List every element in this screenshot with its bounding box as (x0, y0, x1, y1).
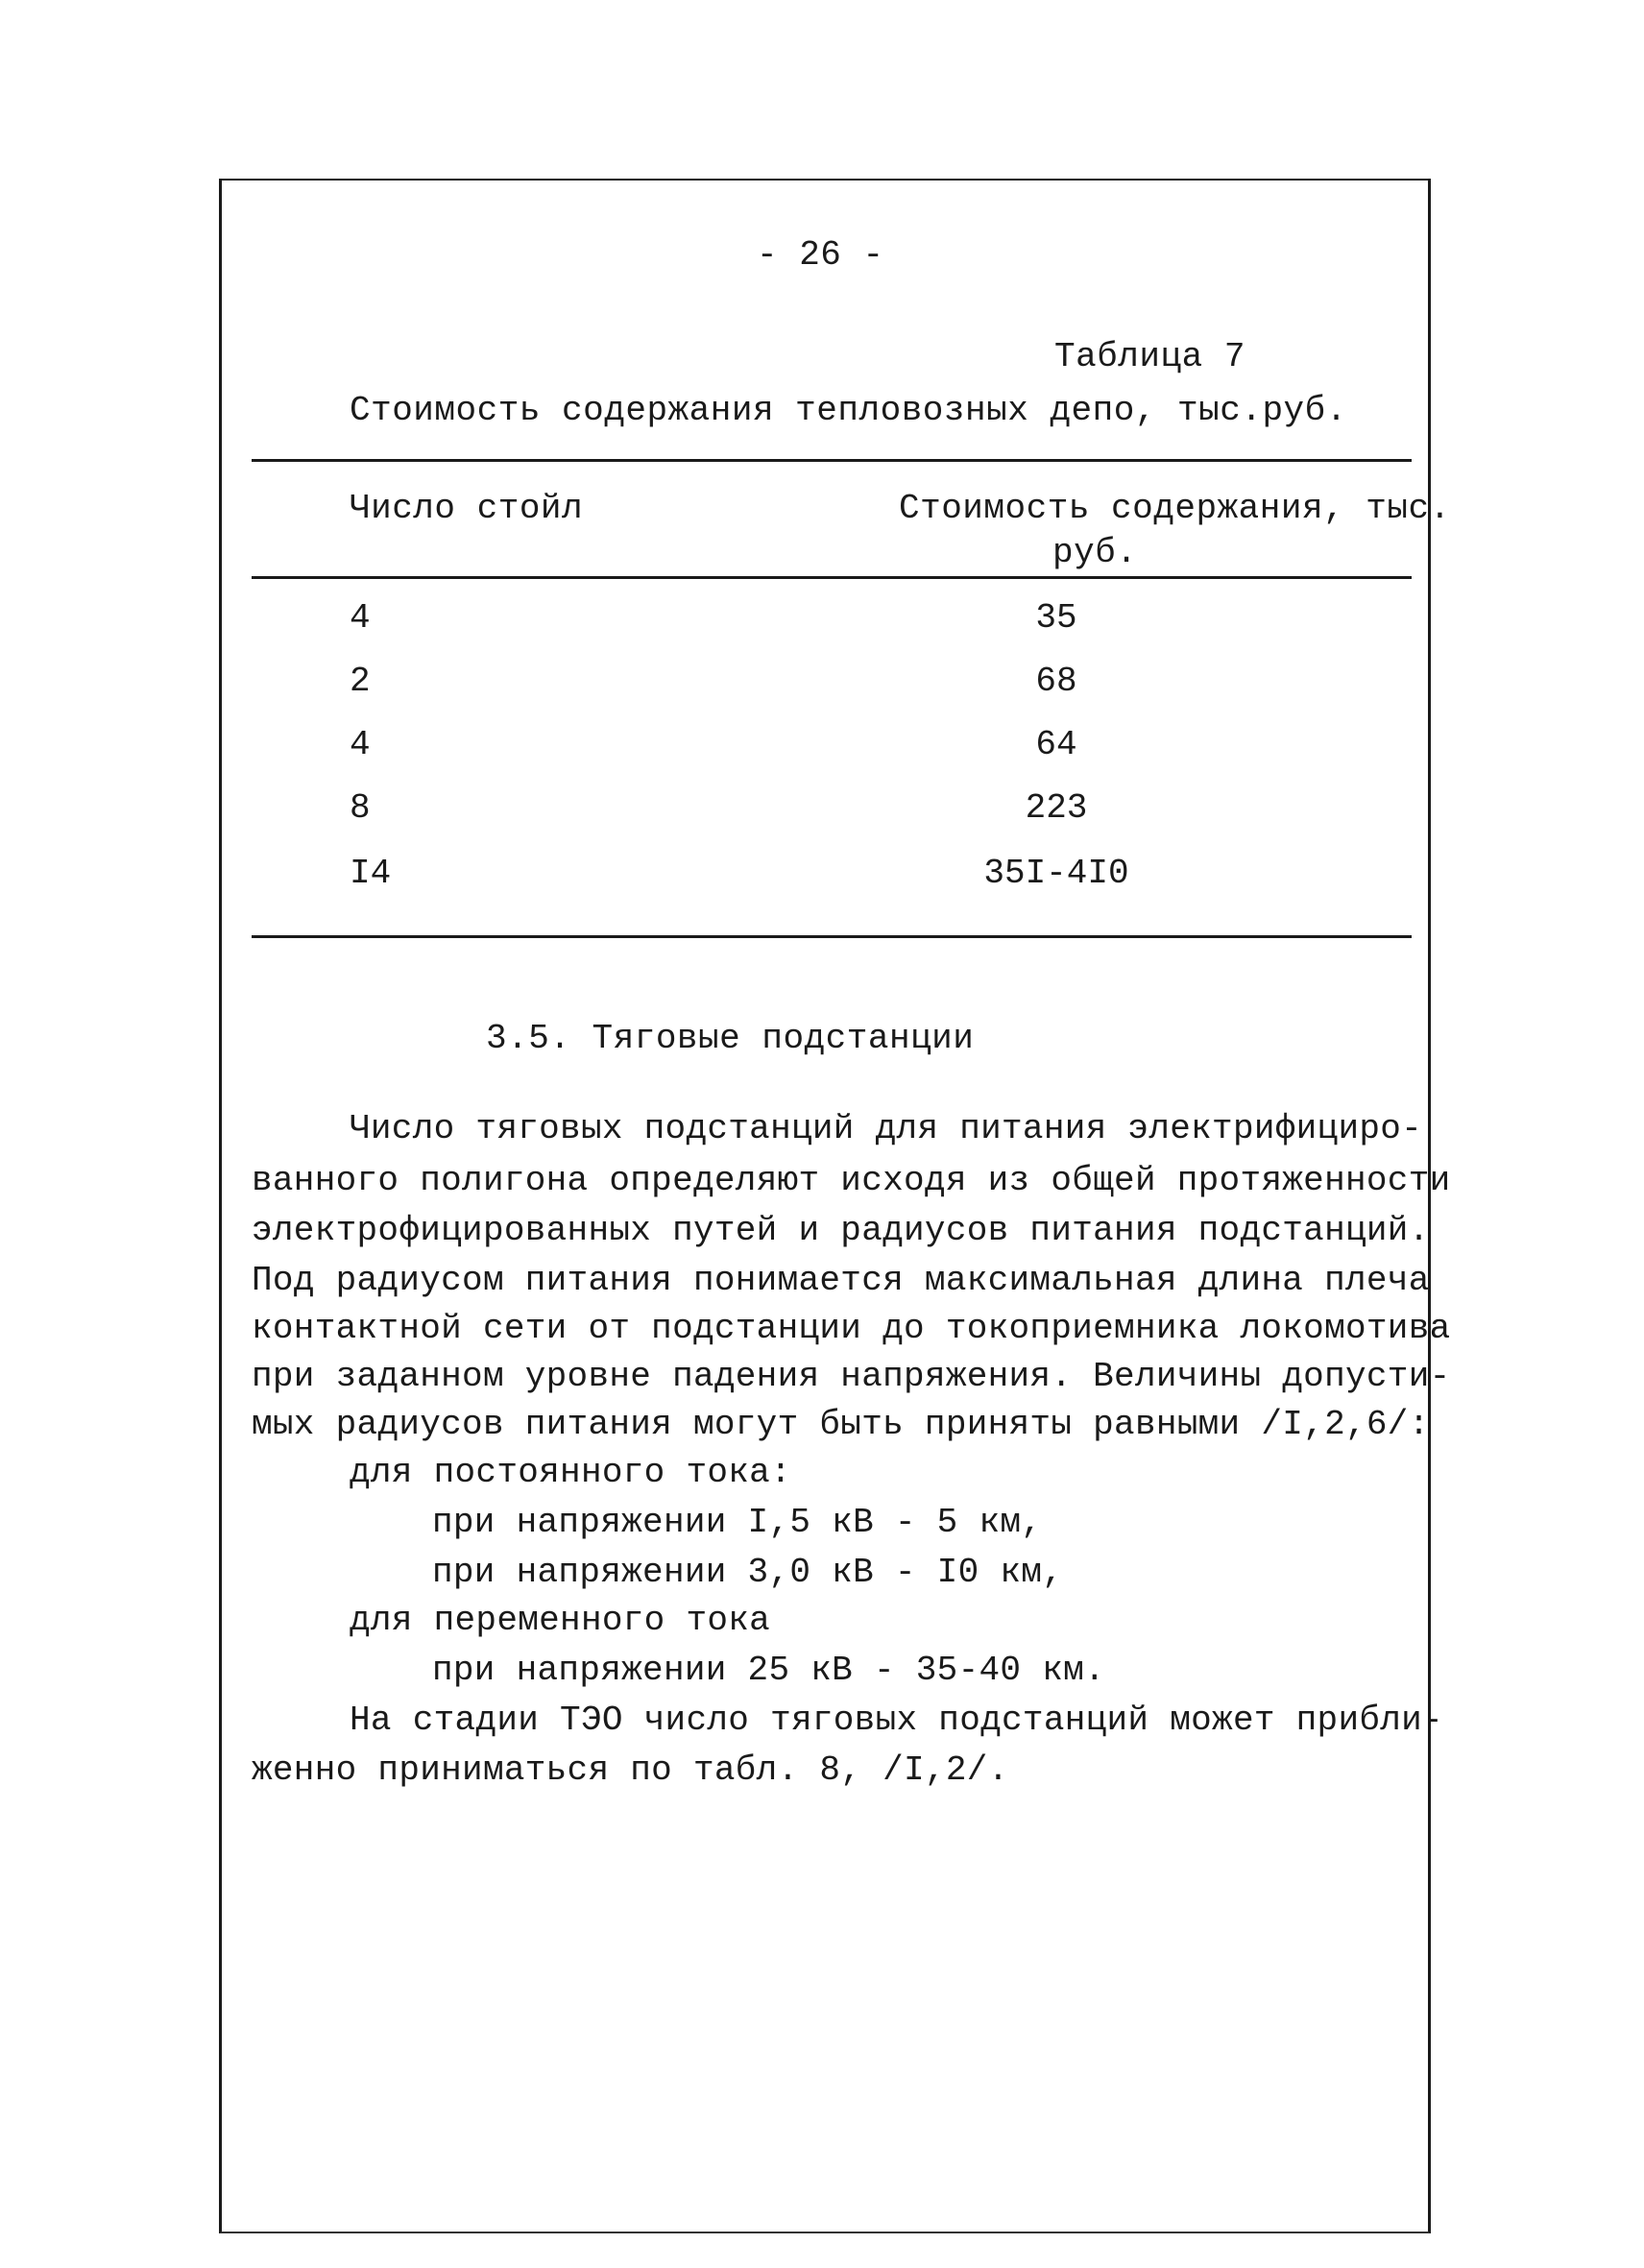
paragraph-line: для постоянного тока: (350, 1453, 791, 1492)
table-cell-stalls: I4 (350, 854, 392, 893)
table-cell-cost: 68 (1035, 662, 1077, 701)
table-title: Стоимость содержания тепловозных депо, тыс.руб. (350, 391, 1347, 430)
section-heading: 3.5. Тяговые подстанции (486, 1019, 975, 1058)
table-bottom-rule (252, 935, 1412, 938)
table-cell-stalls: 4 (350, 725, 371, 764)
paragraph-line: при заданном уровне падения напряжения. Величины допусти- (252, 1357, 1451, 1396)
paragraph-line: Под радиусом питания понимается максимальная длина плеча (252, 1261, 1430, 1300)
table-cell-cost: 223 (1025, 788, 1088, 828)
column-header-cost: Стоимость содержания, тыс. (899, 489, 1451, 528)
table-cell-cost: 35 (1035, 598, 1077, 638)
paragraph-line: контактной сети от подстанции до токоприемника локомотива (252, 1309, 1451, 1348)
table-header-rule (252, 576, 1412, 579)
paragraph-line: Число тяговых подстанций для питания электрифициро- (350, 1109, 1423, 1148)
paragraph-line: На стадии ТЭО число тяговых подстанций может прибли- (350, 1701, 1443, 1740)
table-cell-stalls: 4 (350, 598, 371, 638)
paragraph-line: электрофицированных путей и радиусов питания подстанций. (252, 1211, 1430, 1250)
table-cell-cost: 35I-4I0 (983, 854, 1129, 893)
paragraph-line: для переменного тока (350, 1601, 771, 1640)
table-cell-stalls: 8 (350, 788, 371, 828)
column-header-stalls: Число стойл (350, 489, 584, 528)
page-number: - 26 - (757, 235, 884, 275)
table-cell-stalls: 2 (350, 662, 371, 701)
paragraph-line: при напряжении 25 кВ - 35-40 км. (432, 1651, 1105, 1690)
paragraph-line: мых радиусов питания могут быть приняты равными /I,2,6/: (252, 1405, 1430, 1444)
column-header-cost-unit: руб. (1052, 533, 1138, 572)
paragraph-line: ванного полигона определяют исходя из общей протяженности (252, 1161, 1451, 1200)
paragraph-line: при напряжении 3,0 кВ - I0 км, (432, 1553, 1064, 1592)
paragraph-line: при напряжении I,5 кВ - 5 км, (432, 1503, 1043, 1542)
table-top-rule (252, 459, 1412, 462)
table-cell-cost: 64 (1035, 725, 1077, 764)
paragraph-line: женно приниматься по табл. 8, /I,2/. (252, 1750, 1009, 1790)
table-label: Таблица 7 (1054, 337, 1245, 376)
